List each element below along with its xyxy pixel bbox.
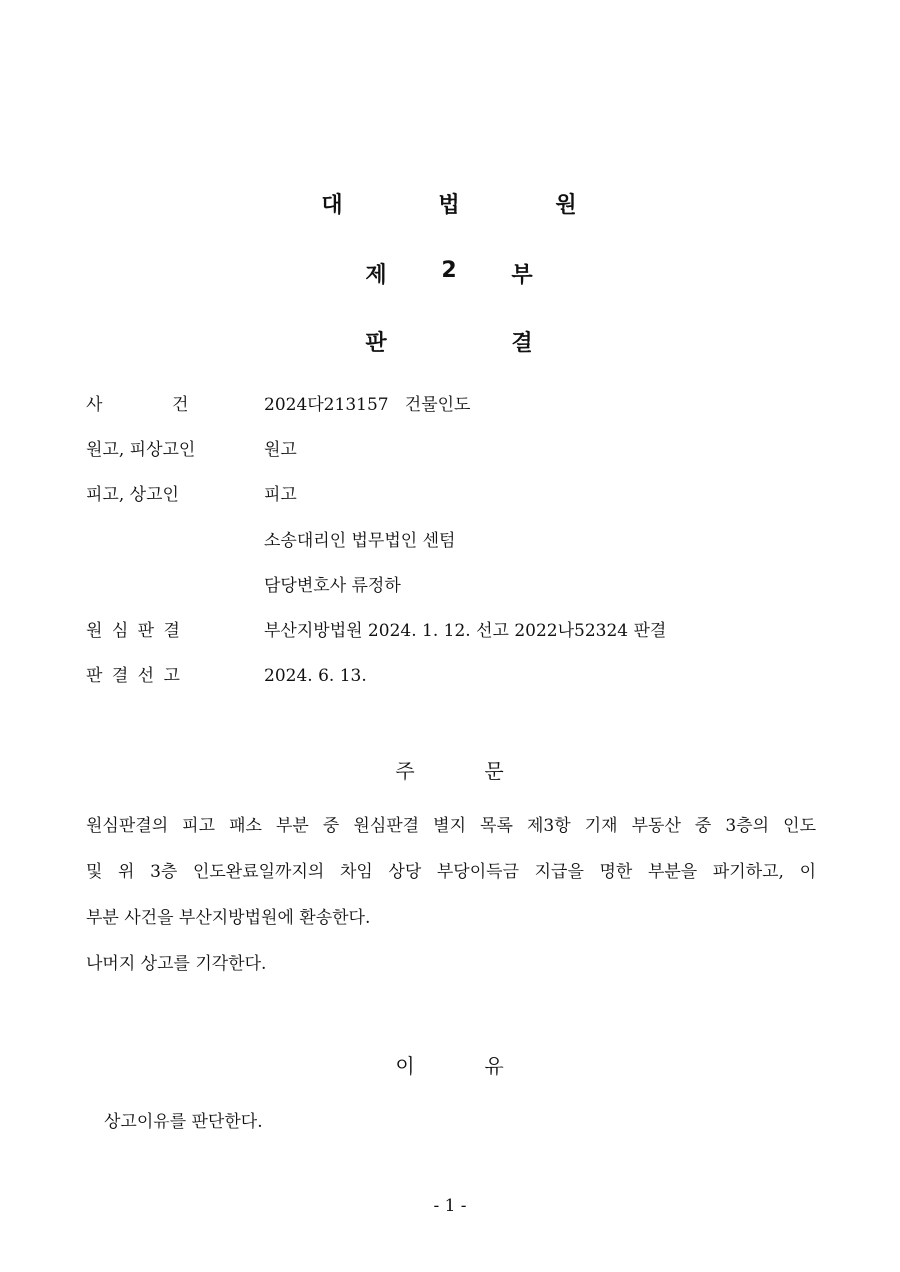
- order-heading: [0, 755, 900, 789]
- order-line: 나머지 상고를 기각한다.: [86, 954, 267, 974]
- lower-judgment-label: 원 심 판 결: [86, 621, 180, 641]
- defendant-value: 피고: [264, 485, 297, 505]
- attorney-row: [86, 571, 826, 601]
- counsel-value: 소송대리인 법무법인 센텀: [264, 531, 456, 551]
- pronouncement-label: 판 결 선 고: [86, 666, 180, 686]
- plaintiff-row: [86, 435, 826, 465]
- defendant-row: [86, 480, 826, 510]
- lower-judgment-value: 부산지방법원 2024. 1. 12. 선고 2022나52324 판결: [264, 621, 667, 641]
- division-char: 2: [441, 258, 457, 283]
- order-line: 부분 사건을 부산지방법원에 환송한다.: [86, 908, 371, 928]
- attorney-value: 담당변호사 류정하: [264, 576, 401, 596]
- case-label-char: 사: [86, 395, 103, 415]
- reasons-heading: [0, 1050, 900, 1084]
- order-heading-char: 주: [395, 759, 415, 783]
- pronouncement-date: 2024. 6. 13.: [264, 666, 367, 686]
- pronouncement-row: [86, 661, 826, 691]
- court-name-char: 원: [555, 193, 577, 218]
- case-number: 2024다213157 건물인도: [264, 395, 471, 415]
- order-heading-char: 문: [484, 759, 504, 783]
- case-label-char: 건: [172, 395, 189, 415]
- counsel-row: [86, 526, 826, 556]
- document-type-char: 판: [365, 331, 387, 356]
- reasons-first-line: 상고이유를 판단한다.: [104, 1112, 263, 1132]
- page-number: - 1 -: [433, 1196, 467, 1216]
- document-type-heading: [0, 326, 900, 366]
- defendant-label: 피고, 상고인: [86, 485, 179, 505]
- order-line: 및 위 3층 인도완료일까지의 차임 상당 부당이득금 지급을 명한 부분을 파기하고, 이: [86, 862, 816, 882]
- court-name-heading: [0, 188, 900, 228]
- division-heading: [0, 258, 900, 298]
- division-char: 부: [511, 263, 533, 288]
- order-line: 원심판결의 피고 패소 부분 중 원심판결 별지 목록 제3항 기재 부동산 중 3층의 인도: [86, 816, 816, 836]
- court-name-char: 법: [438, 193, 460, 218]
- reasons-heading-char: 이: [395, 1054, 415, 1078]
- reasons-heading-char: 유: [484, 1054, 504, 1078]
- lower-judgment-row: [86, 616, 826, 646]
- court-name-char: 대: [321, 193, 343, 218]
- plaintiff-value: 원고: [264, 440, 297, 460]
- plaintiff-label: 원고, 피상고인: [86, 440, 196, 460]
- division-char: 제: [365, 263, 387, 288]
- document-type-char: 결: [511, 331, 533, 356]
- case-row: [86, 390, 826, 420]
